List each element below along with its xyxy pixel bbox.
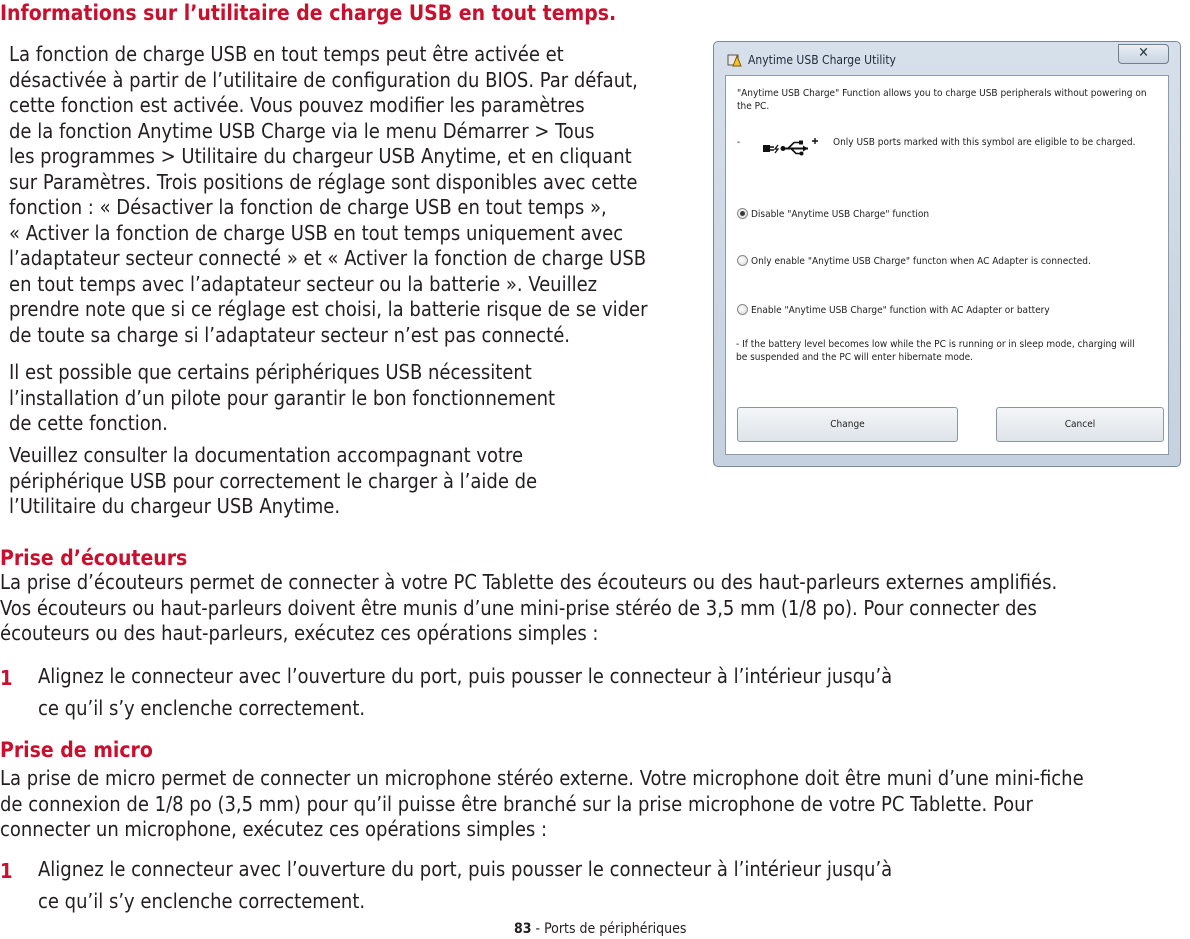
radio-disable[interactable]: [737, 208, 748, 219]
microphone-step: [38, 857, 892, 914]
text-line: ce qu’il s’y enclenche correctement.: [38, 695, 366, 720]
text-line: sur Paramètres. Trois positions de réglage sont disponibles avec cette: [9, 169, 638, 194]
text-line: « Activer la fonction de charge USB en tout temps uniquement avec: [9, 220, 624, 245]
text-line: - If the battery level becomes low while the PC is running or in sleep mode, charging will: [736, 339, 1135, 350]
section-heading-microphone: Prise de micro: [0, 738, 153, 762]
text-line: Il est possible que certains périphériques USB nécessitent: [9, 360, 532, 384]
text-line: fonction : « Désactiver la fonction de charge USB en tout temps »,: [9, 195, 607, 219]
footer-label: - Ports de périphériques: [531, 921, 687, 937]
text-line: de connexion de 1/8 po (3,5 mm) pour qu’il puisse être branché sur la prise microphone de votre PC Tablette. Pour: [0, 791, 1033, 816]
cancel-button[interactable]: Cancel: [996, 407, 1164, 442]
page-footer: [514, 921, 686, 937]
text-line: en tout temps avec l’adaptateur secteur ou la batterie ». Veuillez: [9, 271, 598, 296]
dialog-title: Anytime USB Charge Utility: [748, 53, 896, 67]
text-line: périphérique USB pour correctement le charger à l’aide de: [9, 468, 538, 493]
text-line: ce qu’il s’y enclenche correctement.: [38, 888, 366, 913]
symbol-note: Only USB ports marked with this symbol are eligible to be charged.: [833, 137, 1136, 148]
text-line: de cette fonction.: [9, 411, 168, 435]
text-line: La prise d’écouteurs permet de connecter à votre PC Tablette des écouteurs ou des haut-parleurs externes amplifiés.: [0, 570, 1058, 594]
page-number: 83: [514, 921, 532, 937]
usb-charge-paragraph-3: [9, 443, 537, 520]
text-line: prendre note que si ce réglage est choisi, la batterie risque de se vider: [9, 297, 648, 321]
dialog-intro: [737, 87, 1147, 113]
text-line: Vos écouteurs ou haut-parleurs doivent être munis d’une mini-prise stéréo de 3,5 mm (1/8 po). Pour connecter des: [0, 595, 1037, 620]
battery-note: [736, 338, 1135, 364]
text-line: be suspended and the PC will enter hibernate mode.: [736, 352, 973, 363]
text-line: désactivée à partir de l’utilitaire de configuration du BIOS. Par défaut,: [9, 67, 638, 92]
text-line: de toute sa charge si l’adaptateur secteur n’est pas connecté.: [9, 322, 570, 347]
headphone-step: [38, 664, 892, 721]
section-heading-usb-charge: Informations sur l’utilitaire de charge USB en tout temps.: [0, 1, 617, 25]
option-label: Disable "Anytime USB Charge" function: [751, 209, 930, 220]
step-number: 1: [0, 666, 13, 690]
usb-charge-paragraph-1: [9, 42, 648, 348]
text-line: de la fonction Anytime USB Charge via le menu Démarrer > Tous: [9, 118, 595, 143]
text-line: écouteurs ou des haut-parleurs, exécutez ces opérations simples :: [0, 621, 599, 645]
text-line: les programmes > Utilitaire du chargeur USB Anytime, et en cliquant: [9, 144, 632, 168]
text-line: "Anytime USB Charge" Function allows you to charge USB peripherals without powering on: [737, 88, 1147, 99]
text-line: La prise de micro permet de connecter un microphone stéréo externe. Votre microphone doit être muni d’une mini-fiche: [0, 766, 1084, 790]
step-number: 1: [0, 859, 13, 883]
change-button[interactable]: Change: [737, 407, 958, 442]
text-line: Alignez le connecteur avec l’ouverture du port, puis pousser le connecteur à l’intérieur jusqu’à: [38, 857, 893, 881]
text-line: l’adaptateur secteur connecté » et « Activer la fonction de charge USB: [9, 246, 647, 270]
radio-ac-only[interactable]: [737, 255, 748, 266]
close-button[interactable]: ✕: [1118, 44, 1169, 64]
usb-charge-symbol-icon: [762, 136, 822, 160]
radio-ac-or-battery[interactable]: [737, 304, 748, 315]
headphone-paragraph: [0, 570, 1057, 647]
text-line: l’Utilitaire du chargeur USB Anytime.: [9, 494, 341, 518]
microphone-paragraph: [0, 766, 1084, 843]
text-line: Veuillez consulter la documentation accompagnant votre: [9, 443, 524, 467]
section-heading-headphone: Prise d’écouteurs: [0, 546, 188, 570]
dialog-dash: -: [737, 137, 741, 148]
text-line: the PC.: [737, 101, 770, 112]
option-label: Only enable "Anytime USB Charge" functon when AC Adapter is connected.: [751, 256, 1091, 267]
text-line: cette fonction est activée. Vous pouvez modifier les paramètres: [9, 93, 585, 117]
usb-charge-paragraph-2: [9, 360, 555, 437]
text-line: La fonction de charge USB en tout temps peut être activée et: [9, 42, 564, 66]
option-label: Enable "Anytime USB Charge" function with AC Adapter or battery: [751, 305, 1050, 316]
text-line: connecter un microphone, exécutez ces opérations simples :: [0, 817, 548, 841]
app-icon: [727, 52, 743, 68]
text-line: Alignez le connecteur avec l’ouverture du port, puis pousser le connecteur à l’intérieur jusqu’à: [38, 664, 893, 688]
text-line: l’installation d’un pilote pour garantir le bon fonctionnement: [9, 385, 556, 410]
